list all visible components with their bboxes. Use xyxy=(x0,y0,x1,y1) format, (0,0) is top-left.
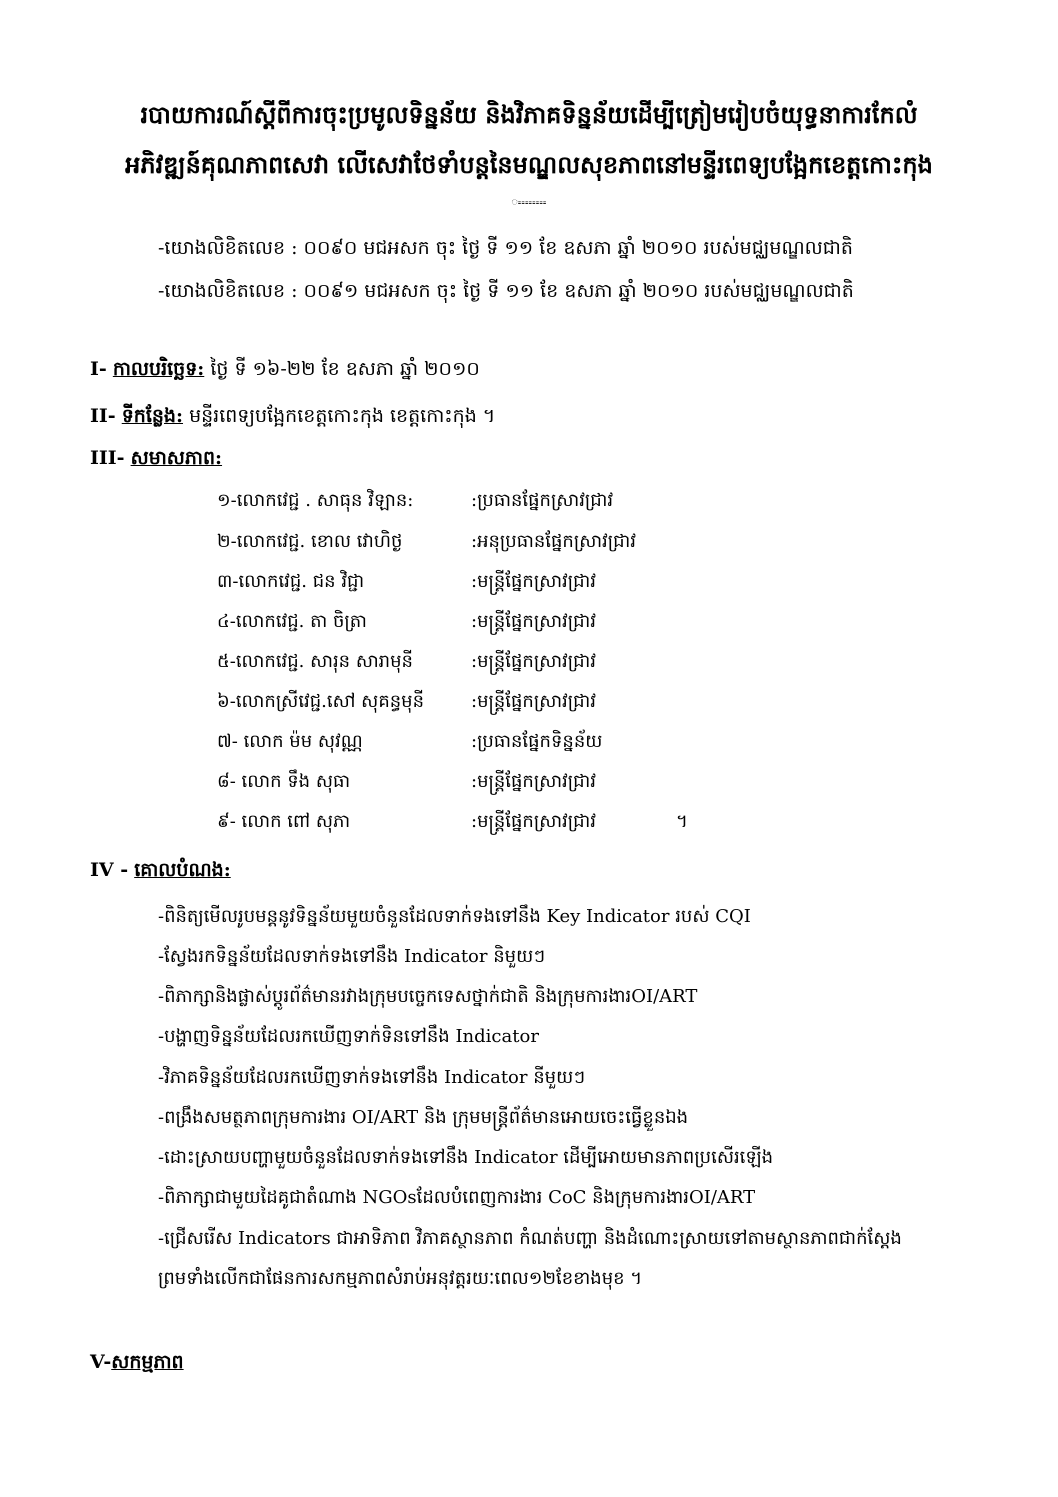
section-activities xyxy=(90,1350,184,1378)
reference-line-1: -យោងលិខិតលេខ : ០០៩០ មជអសក ចុះ ថ្ងៃ ទី ១១ ខែ ឧសភា ឆ្នាំ ២០១០ របស់មជ្ឈមណ្ឌលជាតិ xyxy=(158,237,853,259)
member-list-end-mark: ។ xyxy=(676,811,688,832)
document-title-line-2: អភិវឌ្ឍន៍គុណភាពសេវា លើសេវាថែទាំបន្តនៃមណ្ឌលសុខភាពនៅមន្ទីរពេទ្យបង្អែកខេត្តកោះកុង xyxy=(125,150,933,179)
member-name: ៤-លោកវេជ្ជ. តា ចិត្រា xyxy=(217,611,367,632)
title-ornament: ᯫᯫᯫᯫᯫᯫᯫᯫ xyxy=(511,195,547,208)
section-label: គោលបំណង: xyxy=(134,859,231,881)
section-objectives xyxy=(90,858,231,886)
member-role: :ប្រធានផ្នែកទិន្នន័យ xyxy=(471,731,603,752)
member-name: ៧- លោក ម៉ម សុវណ្ណ xyxy=(217,731,363,752)
section-composition xyxy=(90,446,222,474)
section-number: I- xyxy=(90,358,107,380)
section-date xyxy=(90,357,480,385)
reference-line-2: -យោងលិខិតលេខ : ០០៩១ មជអសក ចុះ ថ្ងៃ ទី ១១ ខែ ឧសភា ឆ្នាំ ២០១០ របស់មជ្ឈមណ្ឌលជាតិ xyxy=(158,280,854,302)
objective-item-continuation: ព្រមទាំងលើកជាផែនការសកម្មភាពសំរាប់អនុវត្តរយៈពេល១២ខែខាងមុខ ។ xyxy=(158,1268,643,1289)
member-name: ៦-លោកស្រីវេជ្ជ.សៅ សុគន្ធមុនី xyxy=(217,691,425,712)
member-role: :អនុប្រធានផ្នែកស្រាវជ្រាវ xyxy=(471,531,636,552)
section-number: IV - xyxy=(90,859,129,881)
section-number: V- xyxy=(90,1351,112,1373)
objective-item: -ស្វែងរកទិន្នន័យដែលទាក់ទងទៅនឹង Indicator និមួយៗ xyxy=(158,946,546,967)
objective-item: -ពិភាក្សានិងផ្លាស់ប្តូរព័ត៌មានរវាងក្រុមបច្ចេកទេសថ្នាក់ជាតិ និងក្រុមការងារOI/ART xyxy=(158,986,698,1007)
member-role: :ប្រធានផ្នែកស្រាវជ្រាវ xyxy=(471,490,614,511)
section-number: II- xyxy=(90,405,116,427)
section-text: មន្ទីរពេទ្យបង្អែកខេត្តកោះកុង ខេត្តកោះកុង ។ xyxy=(189,405,496,427)
objective-item: -ពិនិត្យមើលរូបមន្តនូវទិន្នន័យមួយចំនួនដែលទាក់ទងទៅនឹង Key Indicator របស់ CQI xyxy=(158,906,751,927)
member-name: ៩- លោក ពៅ សុភា xyxy=(217,811,351,832)
section-label: កាលបរិច្ឆេទ: xyxy=(112,358,205,380)
section-location xyxy=(90,404,495,432)
member-name: ២-លោកវេជ្ជ. ខោល វោហិថ្ង xyxy=(217,531,403,552)
document-title-line-1: របាយការណ៍ស្តីពីការចុះប្រមូលទិន្នន័យ និងវិភាគទិន្នន័យដើម្បីត្រៀមរៀបចំយុទ្ធនាការកែលំ xyxy=(140,100,918,129)
objective-item: -ជ្រើសរើស Indicators ជាអាទិភាព វិភាគស្ថានភាព កំណត់បញ្ហា និងដំណោះស្រាយទៅតាមស្ថានភាពជាក់ស្តែង xyxy=(158,1228,902,1249)
member-name: ៨- លោក ទឹង សុធា xyxy=(217,771,351,792)
section-number: III- xyxy=(90,447,125,469)
member-role: :មន្ត្រីផ្នែកស្រាវជ្រាវ xyxy=(471,571,596,592)
objective-item: -វិភាគទិន្នន័យដែលរកឃើញទាក់ទងទៅនឹង Indicator នីមួយៗ xyxy=(158,1067,586,1088)
member-name: ៣-លោកវេជ្ជ. ជន វិជ្ជា xyxy=(217,571,365,592)
section-label: ទីកន្លែង: xyxy=(121,405,184,427)
objective-item: -ដោះស្រាយបញ្ហាមួយចំនួនដែលទាក់ទងទៅនឹង Indicator ដើម្បីអោយមានភាពប្រសើរឡើង xyxy=(158,1147,774,1168)
section-label: សមាសភាព: xyxy=(130,447,223,469)
member-role: :មន្ត្រីផ្នែកស្រាវជ្រាវ xyxy=(471,811,596,832)
member-role: :មន្ត្រីផ្នែកស្រាវជ្រាវ xyxy=(471,691,596,712)
objective-item: -ពិភាក្សាជាមួយដៃគូជាតំណាង NGOsដែលបំពេញការងារ CoC និងក្រុមការងារOI/ART xyxy=(158,1187,756,1208)
member-role: :មន្ត្រីផ្នែកស្រាវជ្រាវ xyxy=(471,611,596,632)
member-name: ៥-លោកវេជ្ជ. សារុន សារាមុនី xyxy=(217,651,413,672)
member-role: :មន្ត្រីផ្នែកស្រាវជ្រាវ xyxy=(471,651,596,672)
member-name: ១-លោកវេជ្ជ . សាធុន វិឡាន: xyxy=(217,490,414,511)
objective-item: -បង្ហាញទិន្នន័យដែលរកឃើញទាក់ទិនទៅនឹង Indicator xyxy=(158,1026,539,1047)
objective-item: -ពង្រឹងសមត្ថភាពក្រុមការងារ OI/ART និង ក្រុមមន្ត្រីព័ត៌មានអោយចេះធ្វើខ្លួនឯង xyxy=(158,1107,689,1128)
member-role: :មន្ត្រីផ្នែកស្រាវជ្រាវ xyxy=(471,771,596,792)
section-label: សកម្មភាព xyxy=(111,1351,184,1373)
section-text: ថ្ងៃ ទី ១៦-២២ ខែ ឧសភា ឆ្នាំ ២០១០ xyxy=(210,358,480,380)
